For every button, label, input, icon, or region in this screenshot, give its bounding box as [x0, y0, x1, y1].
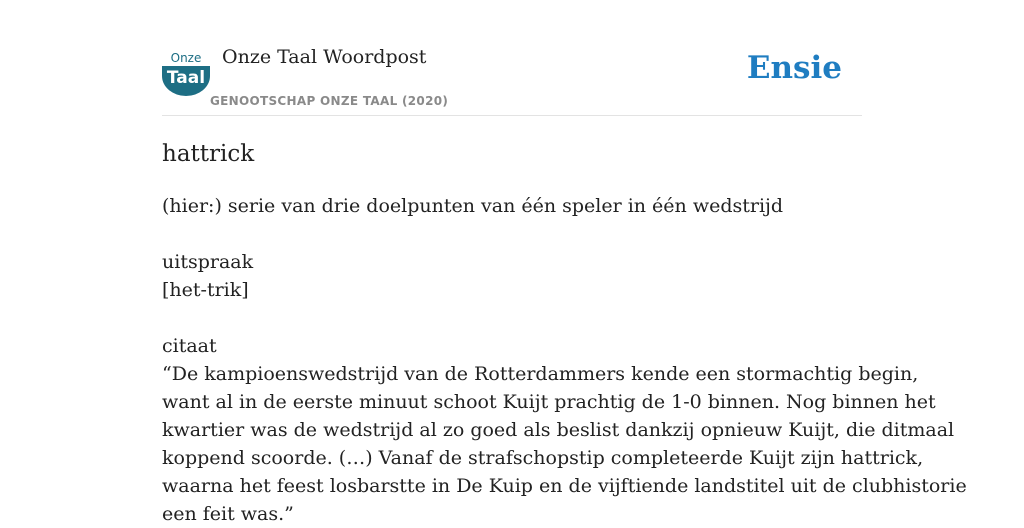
source-header [162, 40, 862, 116]
quote-line: waarna het feest losbarstte in De Kuip en de vijftiende landstitel uit de clubhistorie [162, 475, 967, 497]
entry-definition: (hier:) serie van drie doelpunten van één speler in één wedstrijd [162, 195, 784, 217]
source-publisher: GENOOTSCHAP ONZE TAAL (2020) [210, 94, 449, 108]
pronunciation-value: [het-trik] [162, 279, 249, 301]
ensie-brand-logo[interactable]: Ensie [746, 50, 842, 86]
quote-line: kwartier was de wedstrijd al zo goed als beslist dankzij opnieuw Kuijt, die ditmaal [162, 419, 955, 441]
quote-line: “De kampioenswedstrijd van de Rotterdammers kende een stormachtig begin, [162, 363, 919, 385]
quote-line: want al in de eerste minuut schoot Kuijt prachtig de 1-0 binnen. Nog binnen het [162, 391, 936, 413]
logo-word-taal: Taal [166, 68, 206, 88]
pronunciation-label: uitspraak [162, 251, 254, 273]
entry-content [162, 138, 967, 528]
source-title[interactable]: Onze Taal Woordpost [222, 46, 427, 68]
quote-line: koppend scoorde. (…) Vanaf de strafschopstip completeerde Kuijt zijn hattrick, [162, 447, 924, 469]
onze-taal-logo [162, 52, 210, 96]
logo-word-onze: Onze [170, 51, 202, 65]
quote-line: een feit was.” [162, 503, 294, 525]
quote-label: citaat [162, 335, 217, 357]
entry-term: hattrick [162, 141, 255, 167]
